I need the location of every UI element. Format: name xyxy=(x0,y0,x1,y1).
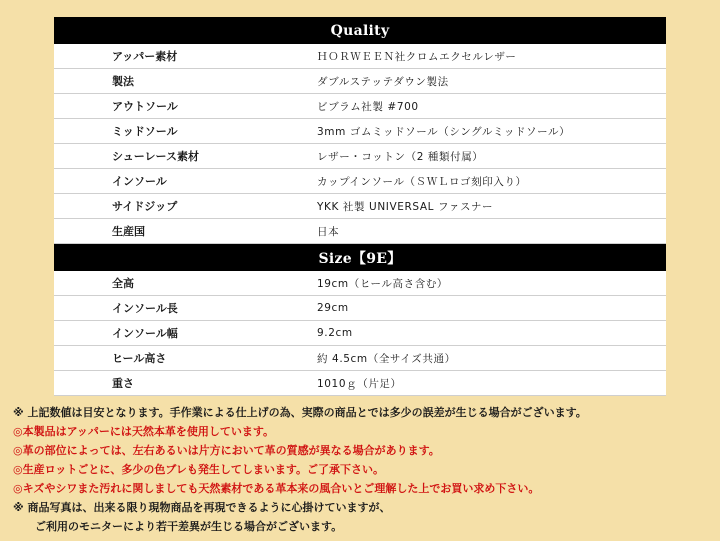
note-line: ※ 商品写真は、出来る限り現物商品を再現できるように心掛けていますが、 xyxy=(13,501,391,514)
note-line: ◎キズやシワまた汚れに関しましても天然素材である革本来の風合いとご理解した上でお買い求め下さい。 xyxy=(13,482,540,495)
spec-label: アウトソール xyxy=(112,100,178,113)
spec-table xyxy=(54,17,666,396)
size-value: 19cm（ヒール高さ含む） xyxy=(317,277,449,290)
note-line: ご利用のモニターにより若干差異が生じる場合がございます。 xyxy=(35,520,343,533)
spec-label: 生産国 xyxy=(112,225,145,238)
spec-value: カップインソール（ＳＷＬロゴ刻印入り） xyxy=(317,175,527,188)
size-label: ヒール高さ xyxy=(112,352,167,365)
note-line: ◎本製品はアッパーには天然本革を使用しています。 xyxy=(13,425,274,438)
size-row xyxy=(54,346,666,371)
spec-row xyxy=(54,144,666,169)
spec-value: ビブラム社製 #700 xyxy=(317,100,419,113)
spec-label: サイドジップ xyxy=(112,200,178,213)
spec-row xyxy=(54,44,666,69)
spec-value: 日本 xyxy=(317,225,340,238)
spec-row xyxy=(54,94,666,119)
size-label: 重さ xyxy=(112,377,134,390)
spec-value: ＨＯＲＷＥＥＮ社クロムエクセルレザー xyxy=(317,50,517,63)
spec-value: YKK 社製 UNIVERSAL ファスナー xyxy=(317,200,494,213)
note-line: ◎革の部位によっては、左右あるいは片方において革の質感が異なる場合があります。 xyxy=(13,444,440,457)
spec-value: 3mm ゴムミッドソール（シングルミッドソール） xyxy=(317,125,571,138)
spec-row xyxy=(54,69,666,94)
spec-label: ミッドソール xyxy=(112,125,178,138)
notes xyxy=(13,403,713,536)
spec-label: インソール xyxy=(112,175,167,188)
note-line: ◎生産ロットごとに、多少の色ブレも発生してしまいます。ご了承下さい。 xyxy=(13,463,385,476)
spec-label: 製法 xyxy=(112,75,134,88)
size-row xyxy=(54,296,666,321)
spec-row xyxy=(54,119,666,144)
note-line: ※ 上記数値は目安となります。手作業による仕上げの為、実際の商品とでは多少の誤差が生じる場合がございます。 xyxy=(13,406,587,419)
size-value: 1010ｇ（片足） xyxy=(317,377,402,390)
spec-value: レザー・コットン（2 種類付属） xyxy=(317,150,484,163)
size-value: 9.2cm xyxy=(317,327,353,339)
size-row xyxy=(54,321,666,346)
size-row xyxy=(54,371,666,396)
size-value: 約 4.5cm（全サイズ共通） xyxy=(317,352,456,365)
size-label: インソール幅 xyxy=(112,327,178,340)
spec-label: アッパー素材 xyxy=(112,50,178,63)
spec-label: シューレース素材 xyxy=(112,150,200,163)
quality-header: Quality xyxy=(54,17,666,44)
size-header: Size【9E】 xyxy=(54,244,666,271)
spec-value: ダブルステッテダウン製法 xyxy=(317,75,449,88)
spec-row xyxy=(54,194,666,219)
size-label: インソール長 xyxy=(112,302,178,315)
size-label: 全高 xyxy=(112,277,134,290)
spec-row xyxy=(54,169,666,194)
size-value: 29cm xyxy=(317,302,349,314)
spec-row xyxy=(54,219,666,244)
size-row xyxy=(54,271,666,296)
